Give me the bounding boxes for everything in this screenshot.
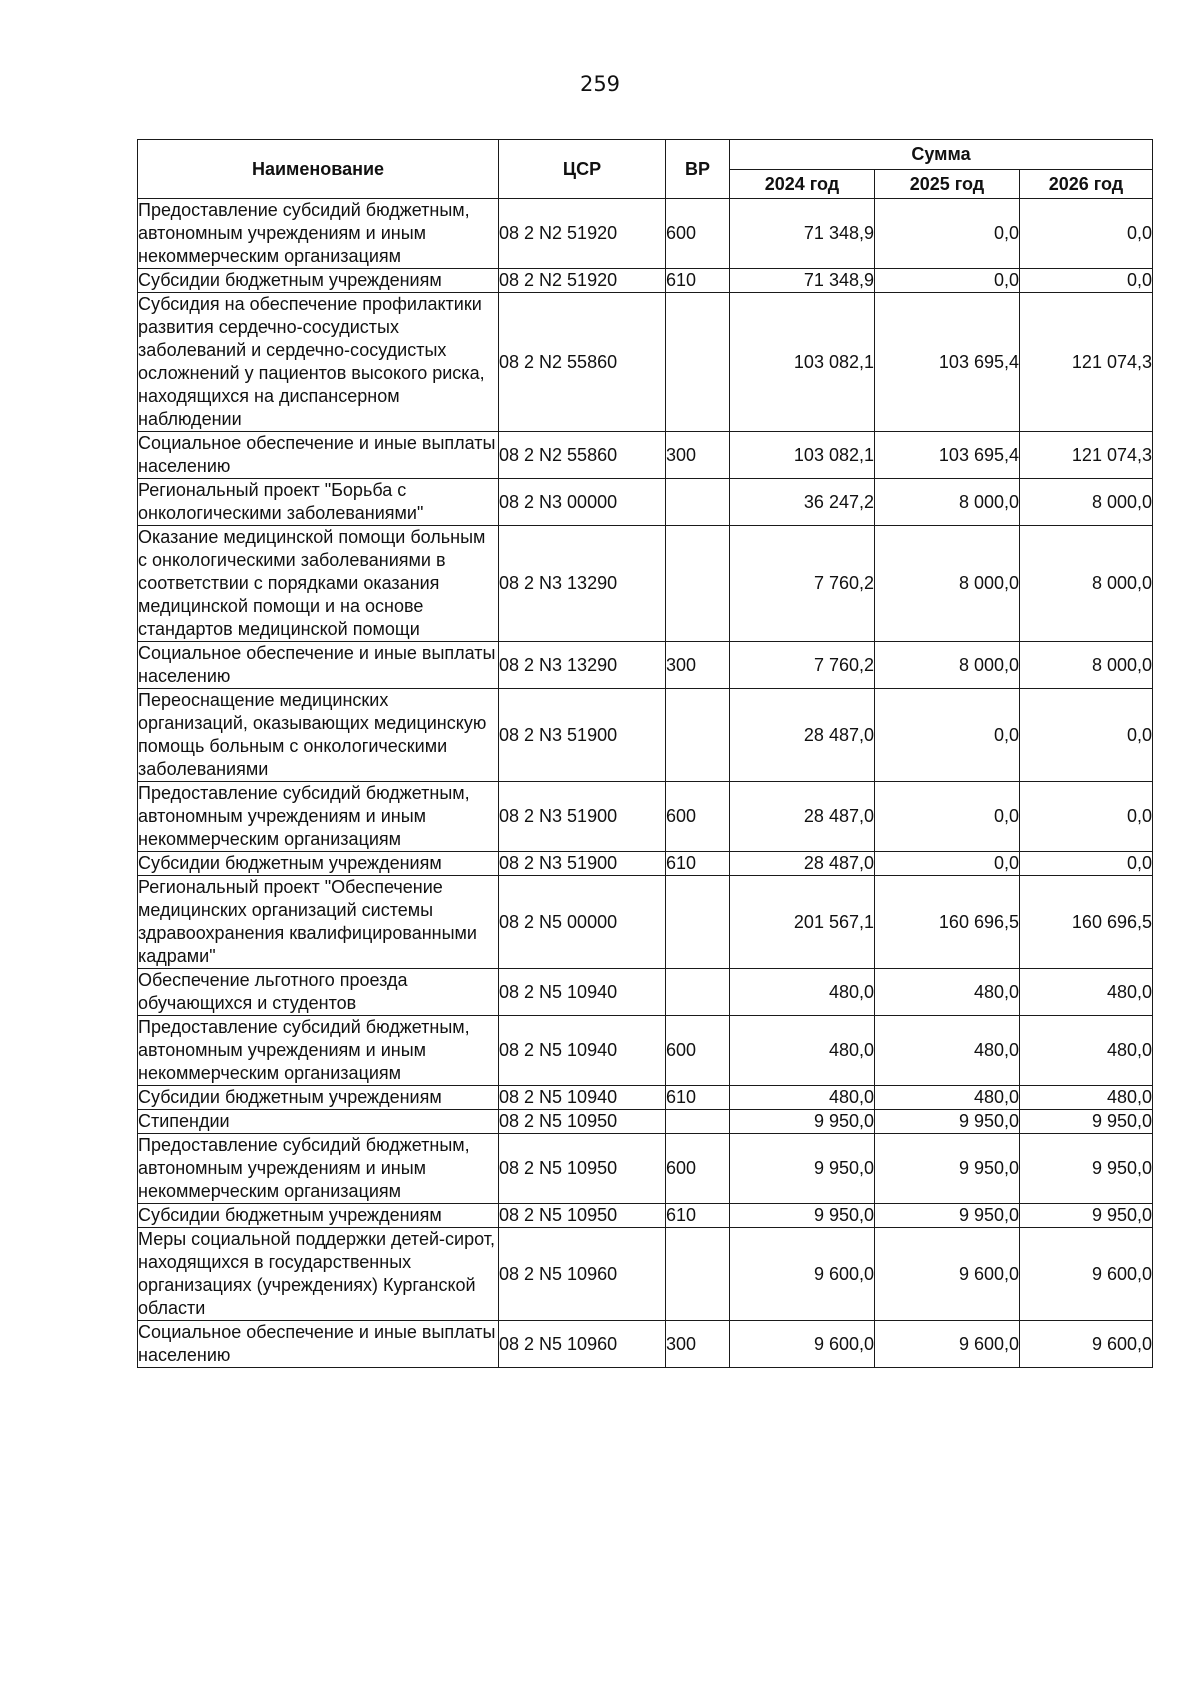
cell-2024: 480,0: [730, 1086, 875, 1110]
cell-csr: 08 2 N5 10960: [499, 1321, 666, 1368]
cell-name: Субсидии бюджетным учреждениям: [138, 1204, 499, 1228]
cell-vr: 300: [666, 642, 730, 689]
cell-2024: 28 487,0: [730, 782, 875, 852]
cell-csr: 08 2 N5 10940: [499, 1016, 666, 1086]
cell-2024: 7 760,2: [730, 526, 875, 642]
cell-2026: 0,0: [1020, 782, 1153, 852]
cell-vr: [666, 969, 730, 1016]
cell-csr: 08 2 N5 10950: [499, 1134, 666, 1204]
cell-vr: [666, 689, 730, 782]
cell-csr: 08 2 N2 51920: [499, 199, 666, 269]
cell-csr: 08 2 N3 13290: [499, 642, 666, 689]
cell-2026: 9 950,0: [1020, 1204, 1153, 1228]
cell-vr: [666, 293, 730, 432]
cell-name: Региональный проект "Борьба с онкологическими заболеваниями": [138, 479, 499, 526]
cell-2024: 480,0: [730, 1016, 875, 1086]
table-row: [138, 1134, 1153, 1204]
table-row: [138, 1016, 1153, 1086]
cell-csr: 08 2 N3 13290: [499, 526, 666, 642]
cell-vr: 610: [666, 1204, 730, 1228]
cell-name: Социальное обеспечение и иные выплаты населению: [138, 1321, 499, 1368]
cell-vr: [666, 479, 730, 526]
cell-2024: 9 950,0: [730, 1110, 875, 1134]
cell-2026: 160 696,5: [1020, 876, 1153, 969]
cell-csr: 08 2 N3 51900: [499, 782, 666, 852]
cell-csr: 08 2 N5 10940: [499, 1086, 666, 1110]
cell-2026: 9 950,0: [1020, 1134, 1153, 1204]
cell-name: Предоставление субсидий бюджетным, автономным учреждениям и иным некоммерческим организациям: [138, 199, 499, 269]
table-row: [138, 1086, 1153, 1110]
cell-2025: 0,0: [875, 689, 1020, 782]
cell-2025: 9 950,0: [875, 1204, 1020, 1228]
cell-2025: 103 695,4: [875, 293, 1020, 432]
cell-2024: 201 567,1: [730, 876, 875, 969]
cell-2025: 8 000,0: [875, 479, 1020, 526]
cell-2024: 103 082,1: [730, 293, 875, 432]
cell-2024: 9 950,0: [730, 1204, 875, 1228]
table-row: [138, 1228, 1153, 1321]
cell-2024: 9 600,0: [730, 1228, 875, 1321]
cell-vr: 600: [666, 1134, 730, 1204]
cell-csr: 08 2 N5 10940: [499, 969, 666, 1016]
cell-2024: 103 082,1: [730, 432, 875, 479]
table-row: [138, 969, 1153, 1016]
cell-name: Субсидии бюджетным учреждениям: [138, 852, 499, 876]
cell-2024: 36 247,2: [730, 479, 875, 526]
cell-vr: [666, 526, 730, 642]
table-row: [138, 269, 1153, 293]
cell-2024: 28 487,0: [730, 689, 875, 782]
cell-2025: 0,0: [875, 269, 1020, 293]
cell-csr: 08 2 N2 55860: [499, 293, 666, 432]
cell-2026: 8 000,0: [1020, 526, 1153, 642]
cell-vr: [666, 876, 730, 969]
cell-2025: 8 000,0: [875, 642, 1020, 689]
cell-2026: 0,0: [1020, 689, 1153, 782]
cell-2024: 480,0: [730, 969, 875, 1016]
cell-2026: 9 600,0: [1020, 1321, 1153, 1368]
cell-name: Стипендии: [138, 1110, 499, 1134]
cell-name: Субсидии бюджетным учреждениям: [138, 1086, 499, 1110]
cell-2025: 0,0: [875, 782, 1020, 852]
cell-2025: 103 695,4: [875, 432, 1020, 479]
cell-name: Меры социальной поддержки детей-сирот, находящихся в государственных организациях (учреждениях) Курганской области: [138, 1228, 499, 1321]
table-row: [138, 293, 1153, 432]
cell-name: Региональный проект "Обеспечение медицинских организаций системы здравоохранения квалифицированными кадрами": [138, 876, 499, 969]
cell-name: Предоставление субсидий бюджетным, автономным учреждениям и иным некоммерческим организациям: [138, 1134, 499, 1204]
cell-vr: 600: [666, 1016, 730, 1086]
cell-2026: 8 000,0: [1020, 479, 1153, 526]
cell-2026: 0,0: [1020, 269, 1153, 293]
table-header: [138, 140, 1153, 199]
cell-2026: 0,0: [1020, 199, 1153, 269]
cell-2025: 0,0: [875, 199, 1020, 269]
table-row: [138, 876, 1153, 969]
cell-2025: 9 950,0: [875, 1110, 1020, 1134]
cell-2025: 0,0: [875, 852, 1020, 876]
cell-vr: 300: [666, 432, 730, 479]
header-csr: ЦСР: [499, 140, 666, 199]
cell-csr: 08 2 N3 51900: [499, 689, 666, 782]
cell-vr: 600: [666, 199, 730, 269]
header-2026: 2026 год: [1020, 170, 1153, 199]
cell-name: Переоснащение медицинских организаций, оказывающих медицинскую помощь больным с онкологическими заболеваниями: [138, 689, 499, 782]
cell-csr: 08 2 N2 51920: [499, 269, 666, 293]
cell-2026: 480,0: [1020, 969, 1153, 1016]
header-2024: 2024 год: [730, 170, 875, 199]
cell-vr: [666, 1228, 730, 1321]
cell-2025: 480,0: [875, 969, 1020, 1016]
cell-2025: 8 000,0: [875, 526, 1020, 642]
table-row: [138, 432, 1153, 479]
cell-2024: 71 348,9: [730, 199, 875, 269]
cell-vr: 610: [666, 269, 730, 293]
cell-csr: 08 2 N5 10950: [499, 1110, 666, 1134]
table-row: [138, 689, 1153, 782]
cell-vr: 600: [666, 782, 730, 852]
cell-2025: 9 600,0: [875, 1321, 1020, 1368]
table-row: [138, 1110, 1153, 1134]
cell-2025: 160 696,5: [875, 876, 1020, 969]
cell-name: Обеспечение льготного проезда обучающихся и студентов: [138, 969, 499, 1016]
table-row: [138, 1204, 1153, 1228]
cell-vr: 610: [666, 1086, 730, 1110]
cell-2024: 28 487,0: [730, 852, 875, 876]
table-row: [138, 642, 1153, 689]
cell-2024: 9 600,0: [730, 1321, 875, 1368]
cell-name: Субсидия на обеспечение профилактики развития сердечно-сосудистых заболеваний и сердечно-сосудистых осложнений у пациентов высокого риска, находящихся на диспансерном наблюдении: [138, 293, 499, 432]
cell-2026: 9 950,0: [1020, 1110, 1153, 1134]
header-sum: Сумма: [730, 140, 1153, 170]
cell-2026: 121 074,3: [1020, 432, 1153, 479]
table-row: [138, 1321, 1153, 1368]
cell-name: Оказание медицинской помощи больным с онкологическими заболеваниями в соответствии с порядками оказания медицинской помощи и на основе стандартов медицинской помощи: [138, 526, 499, 642]
cell-vr: 610: [666, 852, 730, 876]
cell-2026: 480,0: [1020, 1016, 1153, 1086]
cell-csr: 08 2 N5 10950: [499, 1204, 666, 1228]
cell-2026: 8 000,0: [1020, 642, 1153, 689]
cell-name: Субсидии бюджетным учреждениям: [138, 269, 499, 293]
cell-2026: 121 074,3: [1020, 293, 1153, 432]
cell-2025: 480,0: [875, 1016, 1020, 1086]
cell-name: Предоставление субсидий бюджетным, автономным учреждениям и иным некоммерческим организациям: [138, 782, 499, 852]
cell-csr: 08 2 N3 00000: [499, 479, 666, 526]
cell-2026: 0,0: [1020, 852, 1153, 876]
cell-vr: [666, 1110, 730, 1134]
cell-2025: 9 600,0: [875, 1228, 1020, 1321]
cell-csr: 08 2 N2 55860: [499, 432, 666, 479]
cell-name: Социальное обеспечение и иные выплаты населению: [138, 642, 499, 689]
cell-name: Социальное обеспечение и иные выплаты населению: [138, 432, 499, 479]
cell-csr: 08 2 N5 10960: [499, 1228, 666, 1321]
header-vr: ВР: [666, 140, 730, 199]
cell-name: Предоставление субсидий бюджетным, автономным учреждениям и иным некоммерческим организациям: [138, 1016, 499, 1086]
table-row: [138, 852, 1153, 876]
table-row: [138, 479, 1153, 526]
cell-2026: 480,0: [1020, 1086, 1153, 1110]
cell-2024: 71 348,9: [730, 269, 875, 293]
cell-2024: 7 760,2: [730, 642, 875, 689]
cell-vr: 300: [666, 1321, 730, 1368]
cell-csr: 08 2 N3 51900: [499, 852, 666, 876]
table-row: [138, 526, 1153, 642]
table-body: [138, 199, 1153, 1368]
header-2025: 2025 год: [875, 170, 1020, 199]
cell-2025: 480,0: [875, 1086, 1020, 1110]
header-name: Наименование: [138, 140, 499, 199]
cell-2024: 9 950,0: [730, 1134, 875, 1204]
table-row: [138, 199, 1153, 269]
cell-csr: 08 2 N5 00000: [499, 876, 666, 969]
cell-2025: 9 950,0: [875, 1134, 1020, 1204]
page-number: 259: [579, 72, 621, 96]
budget-table: [137, 139, 1153, 1368]
cell-2026: 9 600,0: [1020, 1228, 1153, 1321]
table-row: [138, 782, 1153, 852]
